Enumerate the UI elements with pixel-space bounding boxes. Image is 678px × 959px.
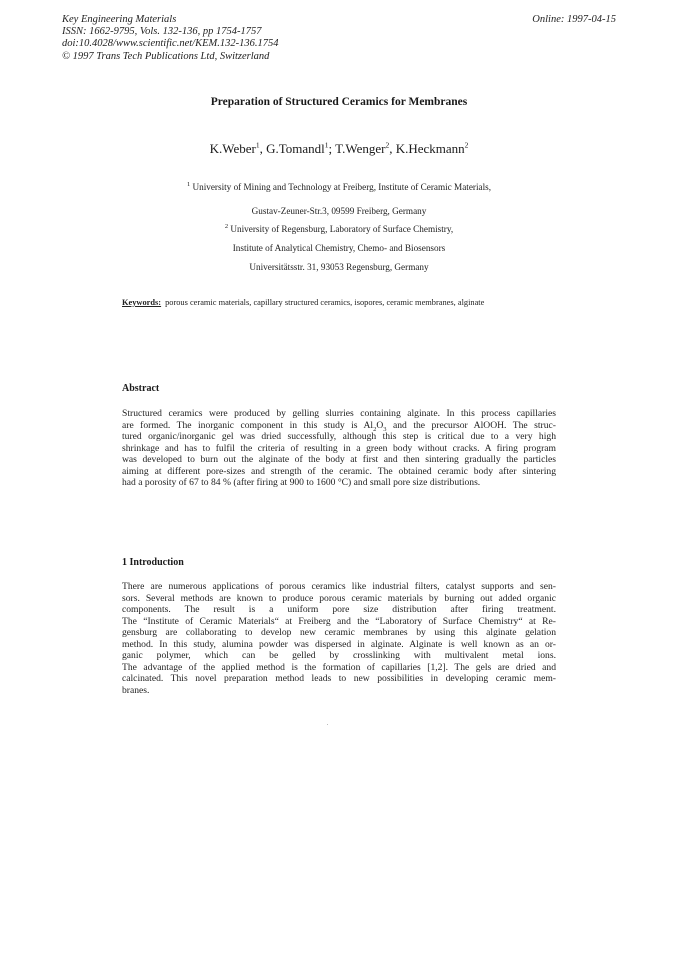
text-line: branes.: [122, 684, 150, 696]
affiliation-marker: 2: [464, 140, 469, 150]
text-line: The “Institute of Ceramic Materials“ at Freiberg and the “Laboratory of Surface Chemistry“ at Re-: [122, 615, 556, 627]
text-line: The advantage of the applied method is the formation of capillaries [1,2]. The gels are dried and: [122, 661, 556, 673]
affiliation-text: University of Regensburg, Laboratory of Surface Chemistry,: [230, 224, 454, 234]
text-line: tured organic/inorganic gel was dried successfully, although this step is critical due to a very high: [122, 431, 556, 442]
issn-line: ISSN: 1662-9795, Vols. 132-136, pp 1754-1757: [62, 26, 262, 38]
author-name: K.Heckmann: [395, 141, 465, 156]
text-line: was developed to burn out the alginate of the body at first and then sintering gradually the particles: [122, 454, 556, 465]
abstract-heading: Abstract: [122, 383, 160, 394]
affiliation-line: [0, 224, 678, 234]
text-line: Structured ceramics were produced by gelling slurries containing alginate. In this process capillaries: [122, 408, 556, 419]
affiliation-text: University of Mining and Technology at Freiberg, Institute of Ceramic Materials,: [192, 182, 492, 192]
text-line: There are numerous applications of porous ceramics like industrial filters, catalyst supports and sen-: [122, 581, 556, 592]
paper-title: Preparation of Structured Ceramics for Membranes: [210, 96, 468, 108]
keywords: [122, 298, 484, 307]
affiliation-marker: 1: [186, 180, 191, 188]
affiliation-marker: 2: [385, 140, 390, 150]
affiliation-marker: 2: [224, 222, 229, 230]
affiliation-marker: 1: [255, 140, 260, 150]
affiliation-text: Gustav-Zeuner-Str.3, 09599 Freiberg, Germany: [251, 206, 427, 216]
text-line: shrinkage and has to fulfil the criteria of resulting in a green body without cracks. A firing program: [122, 442, 556, 454]
affiliation-line: [0, 182, 678, 192]
text-line: are formed. The inorganic component in this study is $Al_2O_3$ and the precursor AlOOH. The struc-: [122, 419, 556, 433]
affiliation-line: [0, 206, 678, 216]
affiliation-text: Universitätsstr. 31, 93053 Regensburg, Germany: [249, 262, 429, 272]
text-line: gensburg are collaborating to develop new ceramic membranes by using this alginate gelation: [122, 627, 556, 638]
author-name: G.Tomandl: [266, 141, 325, 156]
author-list: K.Weber$^1$, G.Tomandl$^1$; T.Wenger$^2$, K.Heckmann$^2$: [209, 140, 469, 156]
journal-header: [62, 14, 279, 63]
affiliation-text: Institute of Analytical Chemistry, Chemo- and Biosensors: [232, 243, 446, 253]
text-line: sors. Several methods are known to produce porous ceramic materials by burning out added organic: [122, 592, 556, 604]
affiliation-marker: 1: [324, 140, 329, 150]
text-line: ganic polymer, which can be gelled by crosslinking with multivalent metal ions.: [122, 650, 556, 661]
text-line: components. The result is a uniform pore size distribution after firing treatment.: [122, 604, 556, 615]
text-line: method. In this study, alumina powder was dispersed in alginate. Alginate is well known as an or-: [122, 638, 556, 650]
author-name: T.Wenger: [335, 141, 386, 156]
keywords-text: porous ceramic materials, capillary structured ceramics, isopores, ceramic membranes, alginate: [165, 298, 485, 307]
introduction-body: [122, 581, 556, 696]
scan-speck: [327, 724, 328, 725]
journal-name: Key Engineering Materials: [62, 14, 177, 25]
abstract-body: [122, 408, 556, 489]
author-name: K.Weber: [209, 141, 256, 156]
affiliation-line: [0, 243, 678, 253]
text-line: aiming at different pore-sizes and strength of the ceramic. The obtained ceramic body after sintering: [122, 465, 556, 477]
introduction-heading: 1 Introduction: [122, 557, 184, 568]
text-line: had a porosity of 67 to 84 % (after firing at 900 to 1600 °C) and small pore size distributions.: [122, 477, 481, 488]
doi-line[interactable]: doi:10.4028/www.scientific.net/KEM.132-136.1754: [62, 38, 279, 50]
online-date: Online: 1997-04-15: [532, 14, 616, 25]
copyright-line: © 1997 Trans Tech Publications Ltd, Switzerland: [62, 50, 270, 62]
affiliation-line: [0, 262, 678, 272]
text-line: calcinated. This novel preparation method leads to new possibilities in developing ceramic mem-: [122, 673, 556, 684]
keywords-label: Keywords:: [122, 298, 162, 307]
